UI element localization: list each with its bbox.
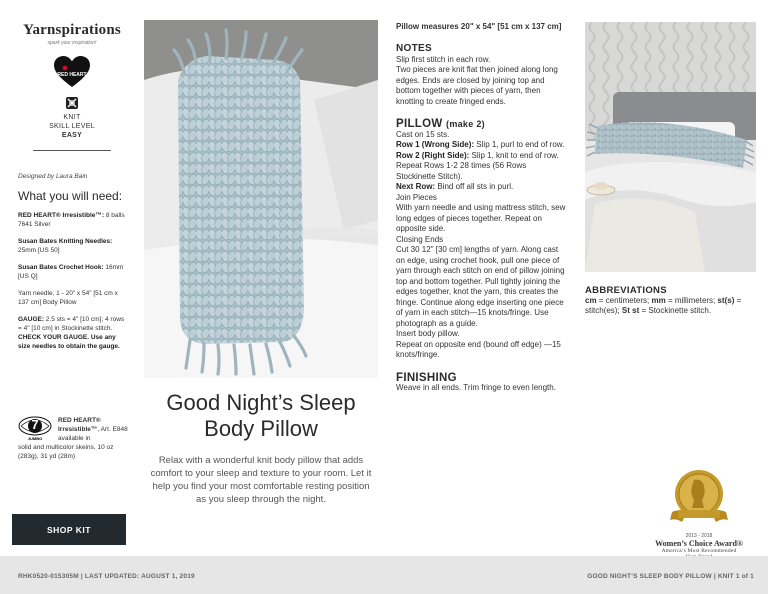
designer-credit: Designed by Laura Bain xyxy=(18,173,88,180)
award-line-2: America’s Most Recommended xyxy=(661,548,737,554)
page-title: Good Night’s Sleep Body Pillow xyxy=(166,390,356,441)
award-name: Women’s Choice Award® xyxy=(655,539,743,548)
finishing-heading: FINISHING xyxy=(396,371,457,384)
row-2-text: Row 2 (Right Side): Slip 1, knit to end of row. xyxy=(396,150,559,160)
brand-logo[interactable] xyxy=(18,22,126,46)
svg-text:RED HEART: RED HEART xyxy=(57,72,87,78)
intro-text: Relax with a wonderful knit body pillow that adds comfort to your sleep and texture to your room. Let it help you find your most comfortable resting position as you sleep through the night. xyxy=(150,455,372,505)
repeat-text: Repeat Rows 1-2 28 times (56 Rows Stockinette Stitch). xyxy=(396,161,527,181)
award-years: 2013 - 2018 xyxy=(685,533,713,539)
finished-measurements: Pillow measures 20" x 54" [51 cm x 137 cm] xyxy=(396,22,562,31)
shop-kit-button[interactable]: SHOP KIT xyxy=(12,514,126,545)
cast-on-text: Cast on 15 sts. xyxy=(396,129,450,139)
abbreviations-section xyxy=(585,286,760,316)
yarn-weight-icon xyxy=(18,416,52,442)
red-heart-badge xyxy=(18,56,126,88)
skill-level xyxy=(18,113,126,140)
womens-choice-award xyxy=(640,468,758,560)
title-block xyxy=(144,390,378,506)
heart-icon xyxy=(54,56,90,88)
abbreviations-heading: ABBREVIATIONS xyxy=(585,285,667,296)
brand-name: Yarnspirations xyxy=(23,22,121,38)
row-1-text: Row 1 (Wrong Side): Slip 1, purl to end of row. xyxy=(396,140,565,149)
craft-type: KNIT xyxy=(63,114,81,121)
yarn-info xyxy=(18,416,128,461)
yarn-info-details: solid and multicolor skeins, 10 oz (283g), 31 yd (28m) xyxy=(18,444,114,460)
assembly-text: Join Pieces With yarn needle and using mattress stitch, sew long edges of pieces together. Repeat on opposite side. Closing Ends Cut 30 12" [30 cm] lengths of yarn. Along cast on edge, using crochet hook, pull one piece of yarn through each stitch on end of pillow joining top and bottom together. Pull tightly joining the edges together, knot the yarn, this creates the fringe. Continue along edge inserting one piece of yarn in each stitch—15 knots/fringe. Use photograph as a guide. Insert body pillow. Repeat on opposite end (bound off edge) —15 knots/fringe. xyxy=(396,192,566,359)
sidebar xyxy=(0,0,138,556)
footer xyxy=(0,556,768,594)
abbreviations-text: cm = centimeters; mm = millimeters; st(s) = stitch(es); St st = Stockinette stitch. xyxy=(585,296,742,315)
materials-title: What you will need: xyxy=(18,189,123,203)
yarn-weight-label: JUMBO xyxy=(27,436,43,441)
next-row-text: Next Row: Bind off all sts in purl. xyxy=(396,182,514,191)
skill-value: EASY xyxy=(61,132,83,139)
materials-list xyxy=(18,189,126,351)
notes-heading: NOTES xyxy=(396,43,432,54)
bedroom-photo xyxy=(585,22,756,272)
material-hook: Susan Bates Crochet Hook: 16mm [US Q] xyxy=(18,264,124,280)
yarn-weight-number: 7 xyxy=(31,417,39,432)
notes-text: Slip first stitch in each row. Two pieces are knit flat then joined along long edges. Ends are closed by joining top and bottom together with pieces of yarn, then knotting to create fringed ends. xyxy=(396,54,558,106)
pillow-heading: PILLOW (make 2) xyxy=(396,118,485,130)
skill-label: SKILL LEVEL xyxy=(49,123,95,130)
award-medal-icon xyxy=(668,468,730,526)
gauge-info: GAUGE: 2.5 sts = 4" [10 cm]; 4 rows = 4" [10 cm] in Stockinette stitch. CHECK YOUR GAUGE. Use any size needles to obtain the gauge. xyxy=(18,316,125,350)
finishing-text: Weave in all ends. Trim fringe to even length. xyxy=(396,383,556,392)
material-notions: Yarn needle, 1 - 20" x 54" [51 cm x 137 cm] Body Pillow xyxy=(18,290,118,306)
footer-page-info: GOOD NIGHT’S SLEEP BODY PILLOW | KNIT 1 of 1 xyxy=(587,573,754,580)
material-needles: Susan Bates Knitting Needles: 25mm [US 50] xyxy=(18,238,113,254)
divider xyxy=(33,150,111,151)
brand-tagline: spark your inspiration! xyxy=(47,40,97,46)
yarn-info-heading: RED HEART® Irresistible™, Art. E848 available in xyxy=(58,417,128,442)
knit-needles-icon xyxy=(65,96,79,110)
footer-pattern-code: RHK0520-015305M | LAST UPDATED: AUGUST 1, 2019 xyxy=(18,573,195,580)
material-yarn: RED HEART® Irresistible™: 8 balls 7641 Silver xyxy=(18,212,125,228)
hero-pillow-photo xyxy=(144,20,378,378)
instructions-column xyxy=(396,22,566,394)
